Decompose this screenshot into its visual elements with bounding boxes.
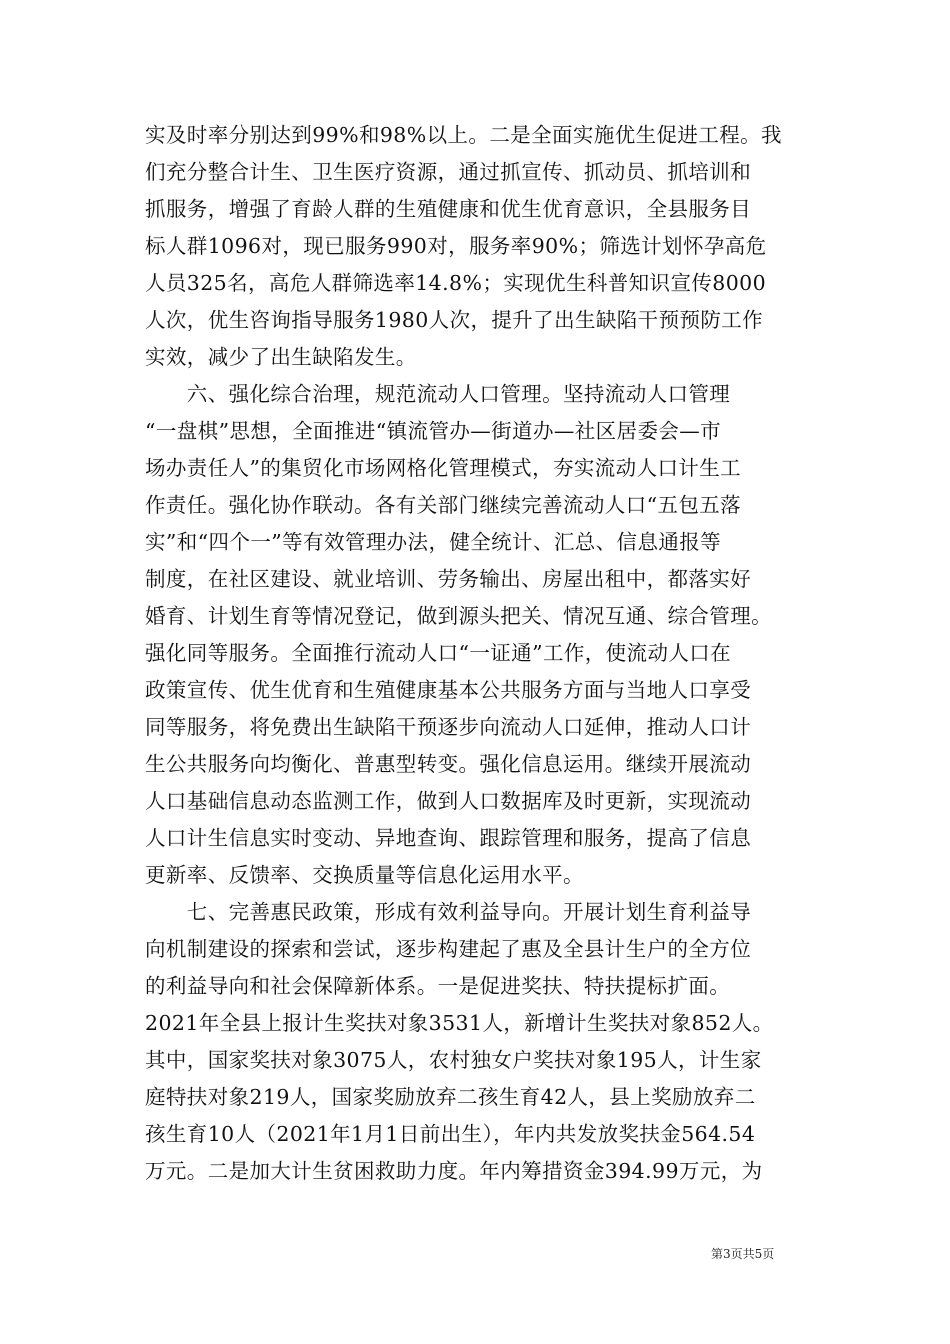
text-line: 的利益导向和社会保障新体系。一是促进奖扶、特扶提标扩面。 bbox=[145, 974, 731, 998]
text-line: 作责任。强化协作联动。各有关部门继续完善流动人口“五包五落 bbox=[145, 493, 742, 517]
text-line: 万元。二是加大计生贫困救助力度。年内筹措资金394.99万元，为 bbox=[145, 1159, 763, 1183]
text-line: 婚育、计划生育等情况登记，做到源头把关、情况互通、综合管理。 bbox=[145, 604, 772, 628]
text-line: 六、强化综合治理，规范流动人口管理。坚持流动人口管理 bbox=[145, 382, 731, 406]
page-number: 第3页共5页 bbox=[711, 1247, 775, 1261]
text-line: 强化同等服务。全面推行流动人口“一证通”工作，使流动人口在 bbox=[145, 641, 732, 665]
text-line: “一盘棋”思想，全面推进“镇流管办—街道办—社区居委会—市 bbox=[145, 419, 722, 443]
text-line: 生公共服务向均衡化、普惠型转变。强化信息运用。继续开展流动 bbox=[145, 752, 752, 776]
text-line: 其中，国家奖扶对象3075人，农村独女户奖扶对象195人，计生家 bbox=[145, 1048, 762, 1072]
text-line: 同等服务，将免费出生缺陷干预逐步向流动人口延伸，推动人口计 bbox=[145, 715, 752, 739]
text-line: 2021年全县上报计生奖扶对象3531人，新增计生奖扶对象852人。 bbox=[145, 1011, 774, 1035]
text-line: 实效，减少了出生缺陷发生。 bbox=[145, 345, 417, 369]
body-text bbox=[145, 117, 815, 1190]
text-line: 政策宣传、优生优育和生殖健康基本公共服务方面与当地人口享受 bbox=[145, 678, 752, 702]
text-line: 人口基础信息动态监测工作，做到人口数据库及时更新，实现流动 bbox=[145, 789, 752, 813]
text-line: 孩生育10人（2021年1月1日前出生），年内共发放奖扶金564.54 bbox=[145, 1122, 756, 1146]
text-line: 向机制建设的探索和尝试，逐步构建起了惠及全县计生户的全方位 bbox=[145, 937, 752, 961]
text-line: 场办责任人”的集贸化市场网格化管理模式，夯实流动人口计生工 bbox=[145, 456, 742, 480]
text-line: 标人群1096对，现已服务990对，服务率90%；筛选计划怀孕高危 bbox=[145, 234, 767, 258]
text-line: 庭特扶对象219人，国家奖励放弃二孩生育42人，县上奖励放弃二 bbox=[145, 1085, 756, 1109]
text-line: 更新率、反馈率、交换质量等信息化运用水平。 bbox=[145, 863, 584, 887]
text-line: 人员325名，高危人群筛选率14.8%；实现优生科普知识宣传8000 bbox=[145, 271, 767, 295]
text-line: 们充分整合计生、卫生医疗资源，通过抓宣传、抓动员、抓培训和 bbox=[145, 160, 752, 184]
text-line: 制度，在社区建设、就业培训、劳务输出、房屋出租中，都落实好 bbox=[145, 567, 752, 591]
text-line: 人次，优生咨询指导服务1980人次，提升了出生缺陷干预预防工作 bbox=[145, 308, 764, 332]
text-line: 抓服务，增强了育龄人群的生殖健康和优生优育意识，全县服务目 bbox=[145, 197, 752, 221]
text-line: 实及时率分别达到99%和98%以上。二是全面实施优生促进工程。我 bbox=[145, 123, 782, 147]
text-line: 七、完善惠民政策，形成有效利益导向。开展计划生育利益导 bbox=[145, 900, 752, 924]
text-line: 实”和“四个一”等有效管理办法，健全统计、汇总、信息通报等 bbox=[145, 530, 722, 554]
text-line: 人口计生信息实时变动、异地查询、跟踪管理和服务，提高了信息 bbox=[145, 826, 752, 850]
